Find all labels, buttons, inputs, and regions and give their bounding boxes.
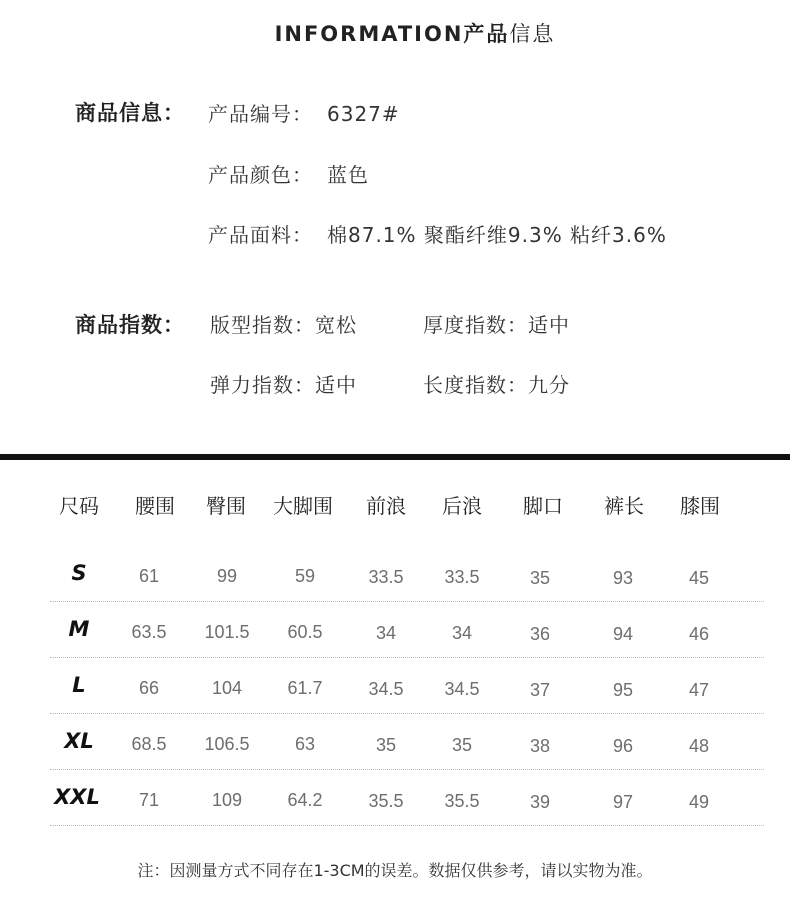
cell-hem: 38 [529,736,551,756]
cell-front-rise: 34 [375,623,397,643]
cell-hem: 37 [529,680,551,700]
row-separator [50,657,764,658]
fit-index-value: 宽松 [315,313,357,337]
product-fabric-value: 棉87.1% 聚酯纤维9.3% 粘纤3.6% [327,223,667,247]
header-pants-length: 裤长 [604,494,644,518]
cell-back-rise: 34 [451,623,473,643]
measurement-note: 注：因测量方式不同存在1-3CM的误差。数据仅供参考，请以实物为准。 [137,861,653,880]
cell-leg-opening-width: 59 [294,566,316,586]
table-row-l [0,670,790,726]
cell-knee: 46 [688,624,710,644]
cell-knee: 47 [688,680,710,700]
cell-front-rise: 33.5 [368,567,404,587]
size-label: S [71,561,87,585]
cell-hip: 104 [211,678,243,698]
title-chinese-bold: 产品 [463,22,510,46]
header-hip: 臀围 [206,494,246,518]
header-hem: 脚口 [523,494,563,518]
cell-hem: 35 [529,568,551,588]
cell-leg-opening-width: 64.2 [287,790,323,810]
table-row-xl [0,726,790,782]
row-separator [50,601,764,602]
cell-waist: 61 [138,566,160,586]
row-separator [50,769,764,770]
cell-back-rise: 35 [451,735,473,755]
product-info-label: 商品信息： [75,101,185,125]
fit-index [210,309,357,338]
size-label: L [72,673,86,697]
elasticity-index [210,369,357,398]
cell-leg-opening-width: 61.7 [287,678,323,698]
product-number-key: 产品编号： [208,102,313,126]
product-fabric-key: 产品面料： [208,223,313,247]
header-back-rise: 后浪 [442,494,482,518]
size-label: M [68,617,90,641]
length-index-value: 九分 [528,373,570,397]
row-separator [50,713,764,714]
elasticity-index-value: 适中 [315,373,357,397]
cell-back-rise: 35.5 [444,791,480,811]
table-row-xxl [0,782,790,838]
product-color-value: 蓝色 [327,163,369,187]
cell-pants-length: 94 [612,624,634,644]
length-index [423,369,570,398]
cell-hip: 99 [216,566,238,586]
cell-pants-length: 93 [612,568,634,588]
section-divider [0,454,790,460]
cell-leg-opening-width: 60.5 [287,622,323,642]
thickness-index-key: 厚度指数： [423,313,528,337]
product-number-line [208,98,400,127]
header-leg-opening-width: 大脚围 [273,494,333,518]
product-number-value: 6327# [327,102,400,126]
table-row-m [0,614,790,670]
header-knee: 膝围 [680,494,720,518]
cell-hem: 39 [529,792,551,812]
cell-knee: 48 [688,736,710,756]
title-english: INFORMATION [274,22,464,46]
cell-front-rise: 35 [375,735,397,755]
product-color-key: 产品颜色： [208,163,313,187]
thickness-index [423,309,570,338]
cell-knee: 45 [688,568,710,588]
header-size: 尺码 [59,494,99,518]
fit-index-key: 版型指数： [210,313,315,337]
table-row-s [0,558,790,614]
cell-waist: 63.5 [131,622,167,642]
cell-hip: 101.5 [204,622,250,642]
header-front-rise: 前浪 [366,494,406,518]
size-label: XL [64,729,94,753]
cell-back-rise: 33.5 [444,567,480,587]
cell-pants-length: 96 [612,736,634,756]
cell-hem: 36 [529,624,551,644]
cell-knee: 49 [688,792,710,812]
cell-waist: 68.5 [131,734,167,754]
cell-pants-length: 97 [612,792,634,812]
title-chinese-light: 信息 [509,22,556,46]
cell-back-rise: 34.5 [444,679,480,699]
cell-leg-opening-width: 63 [294,734,316,754]
length-index-key: 长度指数： [423,373,528,397]
cell-hip: 106.5 [204,734,250,754]
row-separator [50,825,764,826]
product-index-label: 商品指数： [75,313,185,337]
cell-waist: 71 [138,790,160,810]
cell-front-rise: 35.5 [368,791,404,811]
header-waist: 腰围 [135,494,175,518]
cell-pants-length: 95 [612,680,634,700]
page-title [0,18,790,48]
product-fabric-line [208,219,667,248]
size-label: XXL [54,785,100,809]
cell-hip: 109 [211,790,243,810]
cell-waist: 66 [138,678,160,698]
elasticity-index-key: 弹力指数： [210,373,315,397]
product-color-line [208,159,369,188]
cell-front-rise: 34.5 [368,679,404,699]
thickness-index-value: 适中 [528,313,570,337]
